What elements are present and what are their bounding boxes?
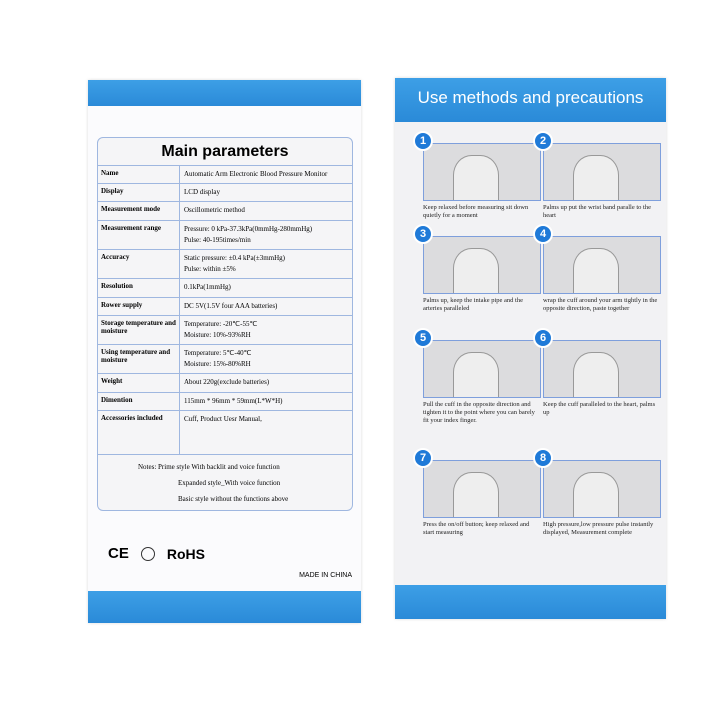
instructions-card <box>395 78 666 619</box>
certification-logos <box>108 545 205 562</box>
blue-band-top <box>88 80 361 106</box>
step-1 <box>419 135 541 220</box>
step-number-badge: 6 <box>533 328 553 348</box>
parameter-value <box>180 316 352 344</box>
parameters-title: Main parameters <box>98 138 352 166</box>
parameter-label: Rower supply <box>98 298 180 315</box>
rohs-logo: RoHS <box>166 545 205 562</box>
parameter-row <box>98 374 352 392</box>
step-caption: Keep the cuff paralleled to the heart, palms up <box>543 401 656 417</box>
parameter-row <box>98 316 352 345</box>
notes <box>98 455 352 511</box>
step-illustration <box>543 143 661 201</box>
parameter-label: Dimention <box>98 393 180 410</box>
parameter-value-line: 0.1kPa(1mmHg) <box>184 283 231 292</box>
step-8 <box>539 452 661 537</box>
step-caption: Palms up, keep the intake pipe and the arteries paralleled <box>423 297 524 313</box>
parameter-label: Name <box>98 166 180 183</box>
parameter-row <box>98 298 352 316</box>
parameter-value <box>180 345 352 373</box>
step-number-badge: 2 <box>533 131 553 151</box>
parameter-value-line: Cuff, Product Uesr Manual, <box>184 414 262 423</box>
step-4 <box>539 228 661 313</box>
parameter-value <box>180 393 352 410</box>
parameter-label: Accuracy <box>98 250 180 278</box>
step-caption: Press the on/off button; keep relaxed and start measuring <box>423 521 530 537</box>
step-5 <box>419 332 541 425</box>
parameter-value-line: DC 5V(1.5V four AAA batteries) <box>184 301 278 310</box>
parameters-table <box>97 137 353 511</box>
step-illustration <box>543 340 661 398</box>
parameter-value-line: 115mm * 96mm * 59mm(L*W*H) <box>184 396 283 405</box>
parameter-value <box>180 202 352 219</box>
parameter-value <box>180 184 352 201</box>
parameter-row <box>98 411 352 455</box>
parameter-value-line: Temperature: 5℃-40℃ <box>184 349 252 358</box>
parameter-value <box>180 279 352 296</box>
parameter-row <box>98 250 352 279</box>
step-illustration <box>543 460 661 518</box>
title-band <box>395 78 666 122</box>
instructions-title: Use methods and precautions <box>417 88 644 107</box>
step-caption: High pressure,low pressure pulse instantly displayed, Measurement complete <box>543 521 654 537</box>
parameter-value <box>180 374 352 391</box>
parameter-label: Weight <box>98 374 180 391</box>
step-number-badge: 7 <box>413 448 433 468</box>
step-illustration <box>423 460 541 518</box>
parameter-value-line: LCD display <box>184 188 220 197</box>
step-6 <box>539 332 661 417</box>
parameter-value-line: Oscillometric method <box>184 206 245 215</box>
parameter-value-line: Moisture: 10%-93%RH <box>184 330 251 339</box>
parameter-label: Measurement range <box>98 221 180 249</box>
parameter-label: Accessories included <box>98 411 180 454</box>
parameter-value-line: Static pressure: ±0.4 kPa(±3mmHg) <box>184 253 286 262</box>
step-number-badge: 8 <box>533 448 553 468</box>
ce-logo: CE <box>108 545 129 562</box>
parameter-row <box>98 166 352 184</box>
parameter-label: Storage temperature and moisture <box>98 316 180 344</box>
note-line: Notes: Prime style With backlit and voice function <box>138 462 280 471</box>
parameter-value-line: Temperature: -20℃-55℃ <box>184 319 258 328</box>
parameter-label: Using temperature and moisture <box>98 345 180 373</box>
step-number-badge: 5 <box>413 328 433 348</box>
parameter-value-line: Automatic Arm Electronic Blood Pressure Monitor <box>184 170 328 178</box>
step-number-badge: 3 <box>413 224 433 244</box>
parameter-value-line: Pressure: 0 kPa-37.3kPa(0mmHg-280mmHg) <box>184 224 313 233</box>
iso-seal-icon <box>141 547 155 561</box>
parameter-label: Measurement mode <box>98 202 180 219</box>
step-illustration <box>543 236 661 294</box>
parameter-value-line: Pulse: within ±5% <box>184 265 236 274</box>
parameter-value <box>180 411 352 454</box>
step-3 <box>419 228 541 313</box>
parameter-value-line: Moisture: 15%-80%RH <box>184 360 251 369</box>
step-caption: wrap the cuff around your arm tightly in the opposite direction, paste together <box>543 297 658 313</box>
step-illustration <box>423 236 541 294</box>
step-7 <box>419 452 541 537</box>
step-2 <box>539 135 661 220</box>
parameter-value-line: About 220g(exclude batteries) <box>184 378 270 387</box>
parameter-value <box>180 166 352 183</box>
parameter-row <box>98 393 352 411</box>
parameter-value <box>180 250 352 278</box>
note-line: Basic style without the functions above <box>178 495 289 503</box>
parameter-value <box>180 221 352 249</box>
parameter-row <box>98 345 352 374</box>
parameters-card <box>88 80 361 623</box>
step-number-badge: 1 <box>413 131 433 151</box>
parameter-row <box>98 221 352 250</box>
step-caption: Pull the cuff in the opposite direction and tighten it to the point where you can barely fit your index finger. <box>423 401 535 425</box>
step-caption: Palms up put the wrist band paralle to the heart <box>543 204 651 220</box>
parameter-row <box>98 202 352 220</box>
step-illustration <box>423 340 541 398</box>
note-line: Expanded style_With voice function <box>178 478 281 487</box>
step-caption: Keep relaxed before measuring sit down quietly for a moment <box>423 204 529 220</box>
parameter-label: Resolution <box>98 279 180 296</box>
parameter-row <box>98 184 352 202</box>
parameter-value-line: Pulse: 40-195times/min <box>184 235 251 244</box>
parameter-row <box>98 279 352 297</box>
step-number-badge: 4 <box>533 224 553 244</box>
blue-band-bottom <box>395 585 666 619</box>
blue-band-bottom <box>88 591 361 623</box>
made-in-china: MADE IN CHINA <box>299 572 352 579</box>
parameter-label: Display <box>98 184 180 201</box>
step-illustration <box>423 143 541 201</box>
parameter-value <box>180 298 352 315</box>
